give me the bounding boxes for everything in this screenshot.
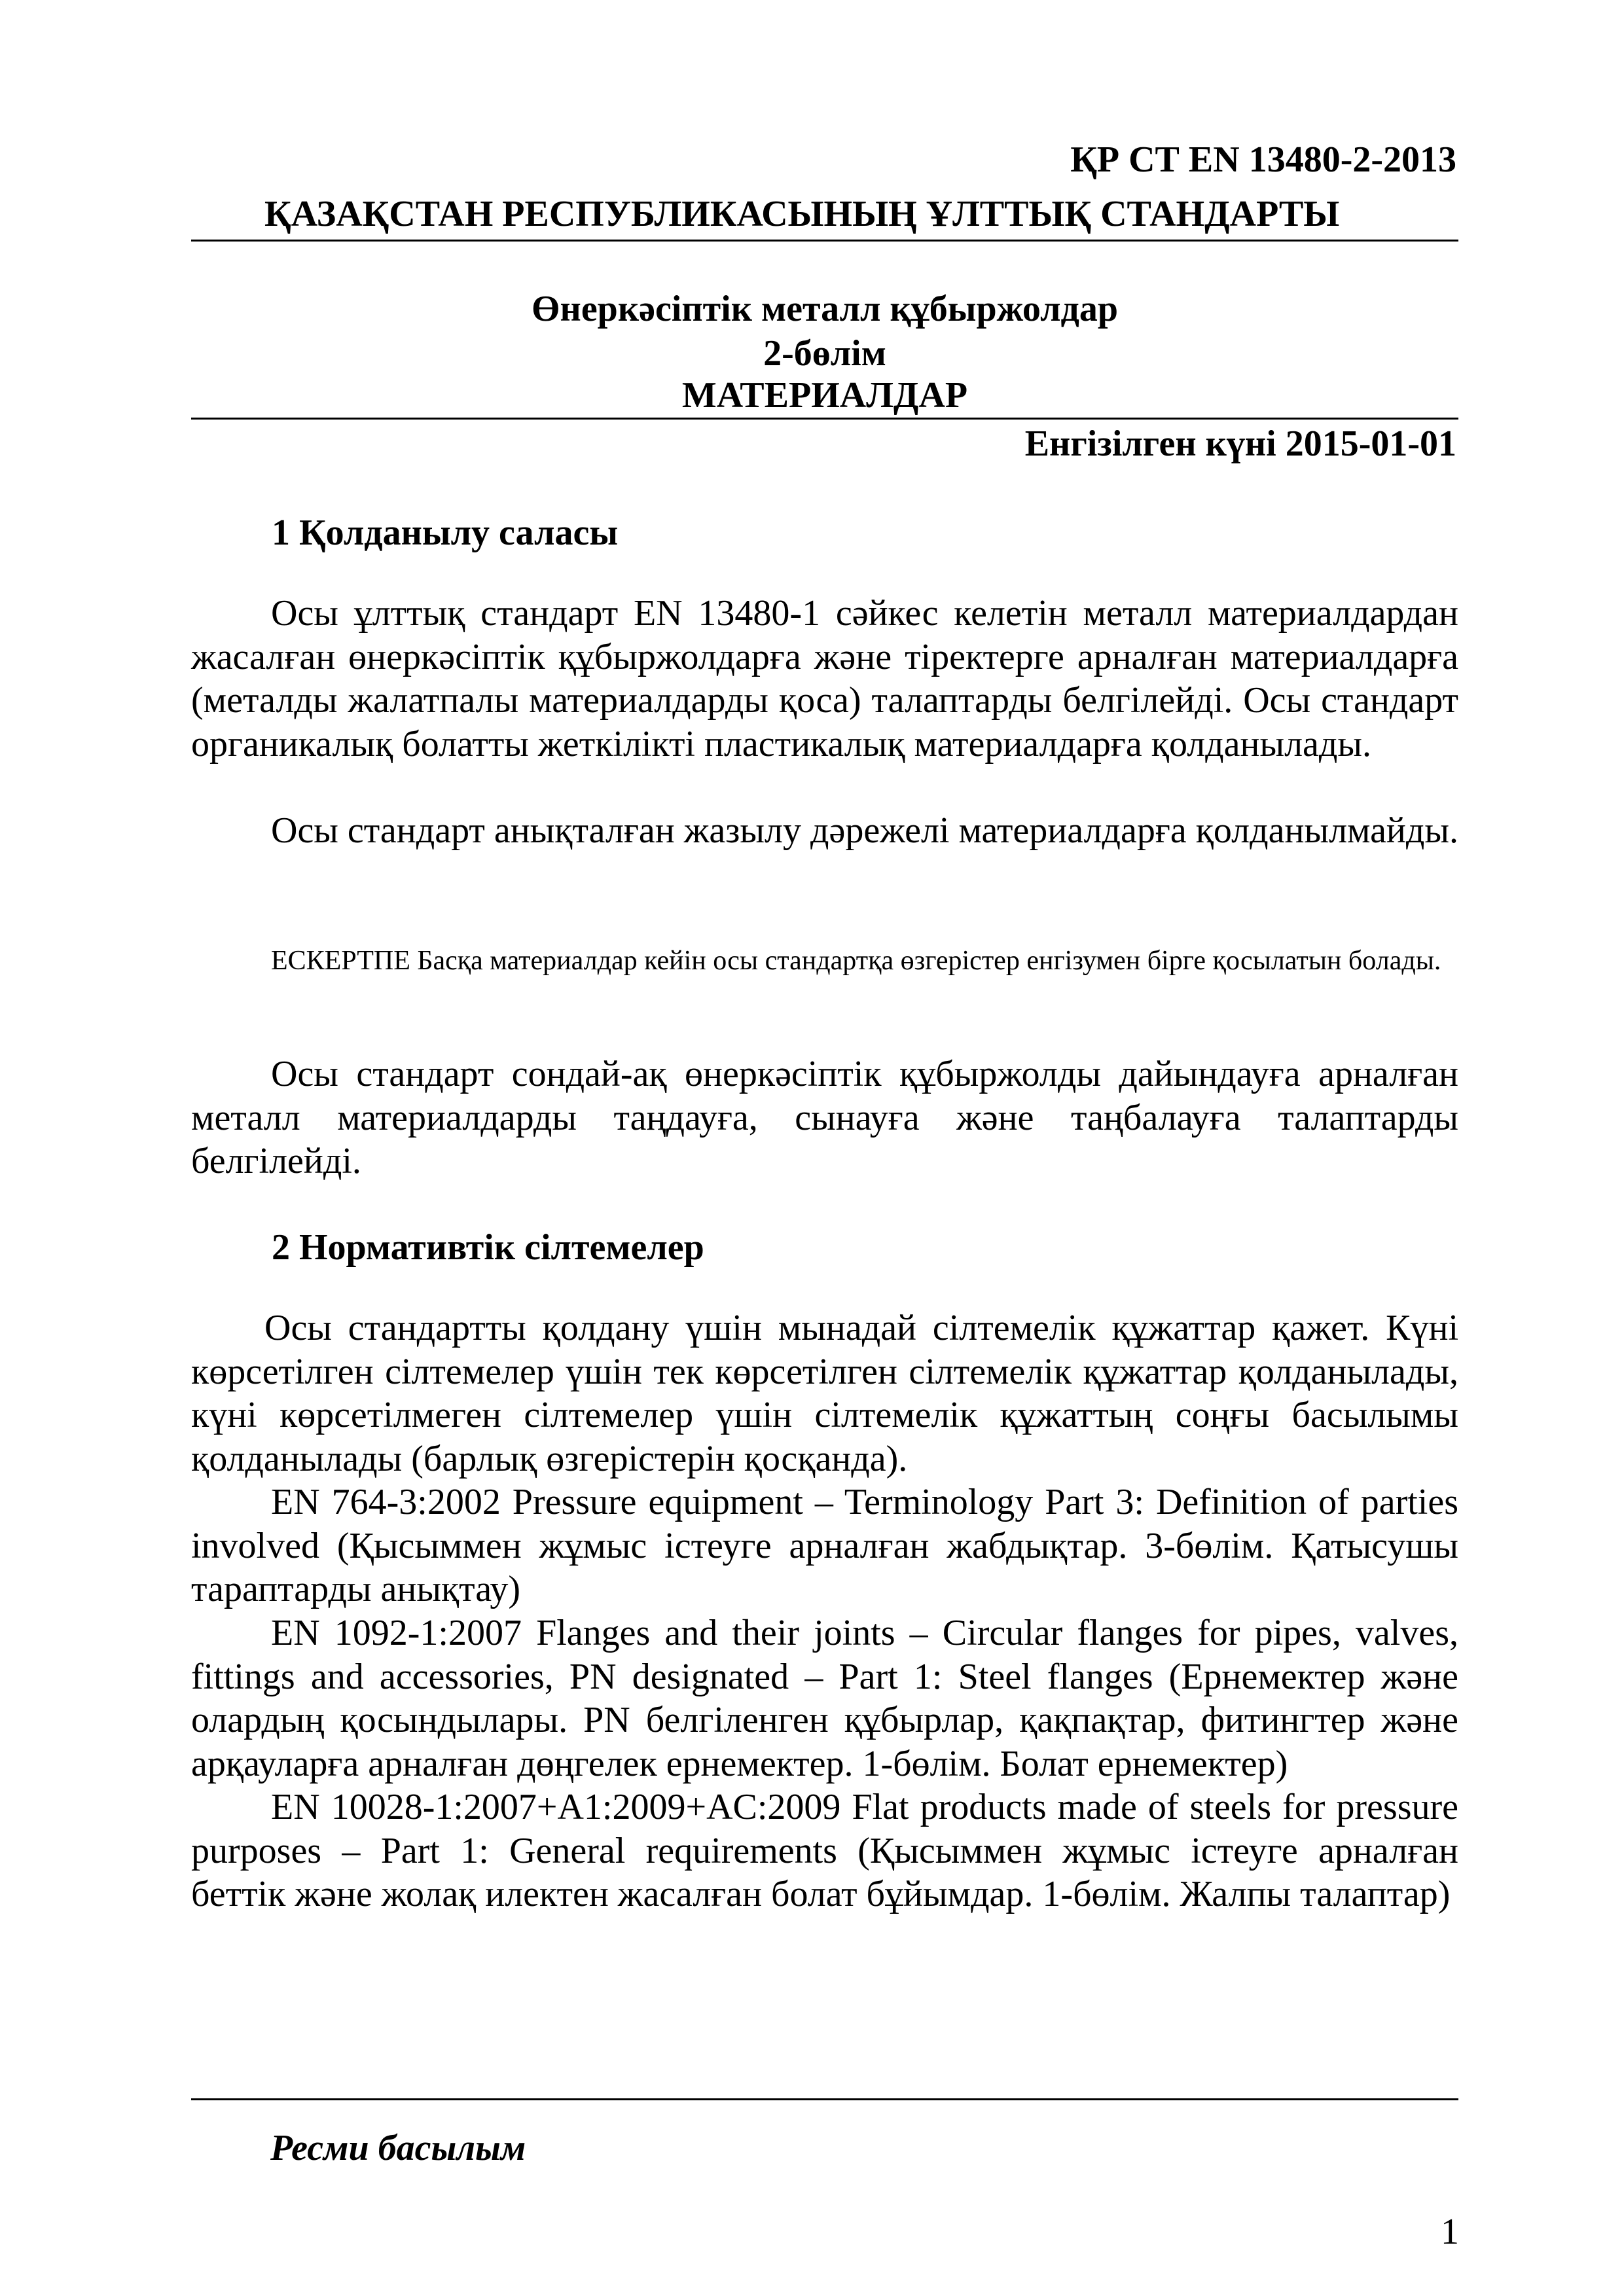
- introduction-date: Енгізілген күні 2015-01-01: [1024, 423, 1456, 464]
- footer-divider: [191, 2098, 1458, 2100]
- page-number: 1: [1441, 2212, 1459, 2252]
- national-standard-title: ҚАЗАҚСТАН РЕСПУБЛИКАСЫНЫҢ ҰЛТТЫҚ СТАНДАРТЫ: [264, 194, 1340, 234]
- document-title-line1: Өнеркәсіптік металл құбыржолдар: [532, 289, 1118, 329]
- reference-en-764-3: EN 764-3:2002 Pressure equipment – Terminology Part 3: Definition of parties involved (Қысыммен жұмыс істеуге арналған жабдықтар. 3-бөлім. Қатысушы тараптарды анықтау): [191, 1482, 1458, 1609]
- section-2-heading: 2 Нормативтік сілтемелер: [272, 1227, 704, 1268]
- reference-en-1092-1: EN 1092-1:2007 Flanges and their joints – Circular flanges for pipes, valves, fittings and accessories, PN designated – Part 1: Steel flanges (Ернемектер және олардың қосындылары. PN белгіленген құбырлар, қақпақтар, фитингтер және арқауларға арналған дөңгелек ернемектер. 1-бөлім. Болат ернемектер): [191, 1613, 1458, 1784]
- reference-en-10028-1: EN 10028-1:2007+A1:2009+AC:2009 Flat products made of steels for pressure purposes – Part 1: General requirements (Қысыммен жұмыс істеуге арналған беттік және жолақ илектен жасалған болат бұйымдар. 1-бөлім. Жалпы талаптар): [191, 1787, 1458, 1914]
- section-1-paragraph-3: Осы стандарт сондай-ақ өнеркәсіптік құбыржолды дайындауға арналған металл материалдарды таңдауға, сынауға және таңбалауға талаптарды белгілейді.: [191, 1054, 1458, 1181]
- header-divider: [191, 240, 1458, 242]
- section-2-paragraph-1: Осы стандартты қолдану үшін мынадай сілтемелік құжаттар қажет. Күні көрсетілген сілтемелер үшін тек көрсетілген сілтемелік құжаттар қолданылады, күні көрсетілмеген сілтемелер үшін сілтемелік құжаттың соңғы басылымы қолданылады (барлық өзгерістерін қосқанда).: [191, 1308, 1458, 1479]
- section-1-paragraph-1: Осы ұлттық стандарт EN 13480-1 сәйкес келетін металл материалдардан жасалған өнеркәсіптік құбыржолдарға және тіректерге арналған материалдарға (металды жалатпалы материалдарды қоса) талаптарды белгілейді. Осы стандарт органикалық болатты жеткілікті пластикалық материалдарға қолданылады.: [191, 593, 1458, 764]
- section-1-heading: 1 Қолданылу саласы: [272, 512, 619, 553]
- standard-code: ҚР СТ EN 13480-2-2013: [1070, 139, 1456, 180]
- section-1-paragraph-2: Осы стандарт анықталған жазылу дәрежелі материалдарға қолданылмайды.: [271, 810, 1459, 851]
- document-title-line3: МАТЕРИАЛДАР: [681, 375, 968, 416]
- document-title-line2: 2-бөлім: [763, 333, 886, 374]
- section-1-note: ЕСКЕРТПЕ Басқа материалдар кейін осы стандартқа өзгерістер енгізумен бірге қосылатын болады.: [271, 946, 1441, 976]
- official-edition-label: Ресми басылым: [270, 2128, 526, 2168]
- title-divider: [191, 418, 1458, 420]
